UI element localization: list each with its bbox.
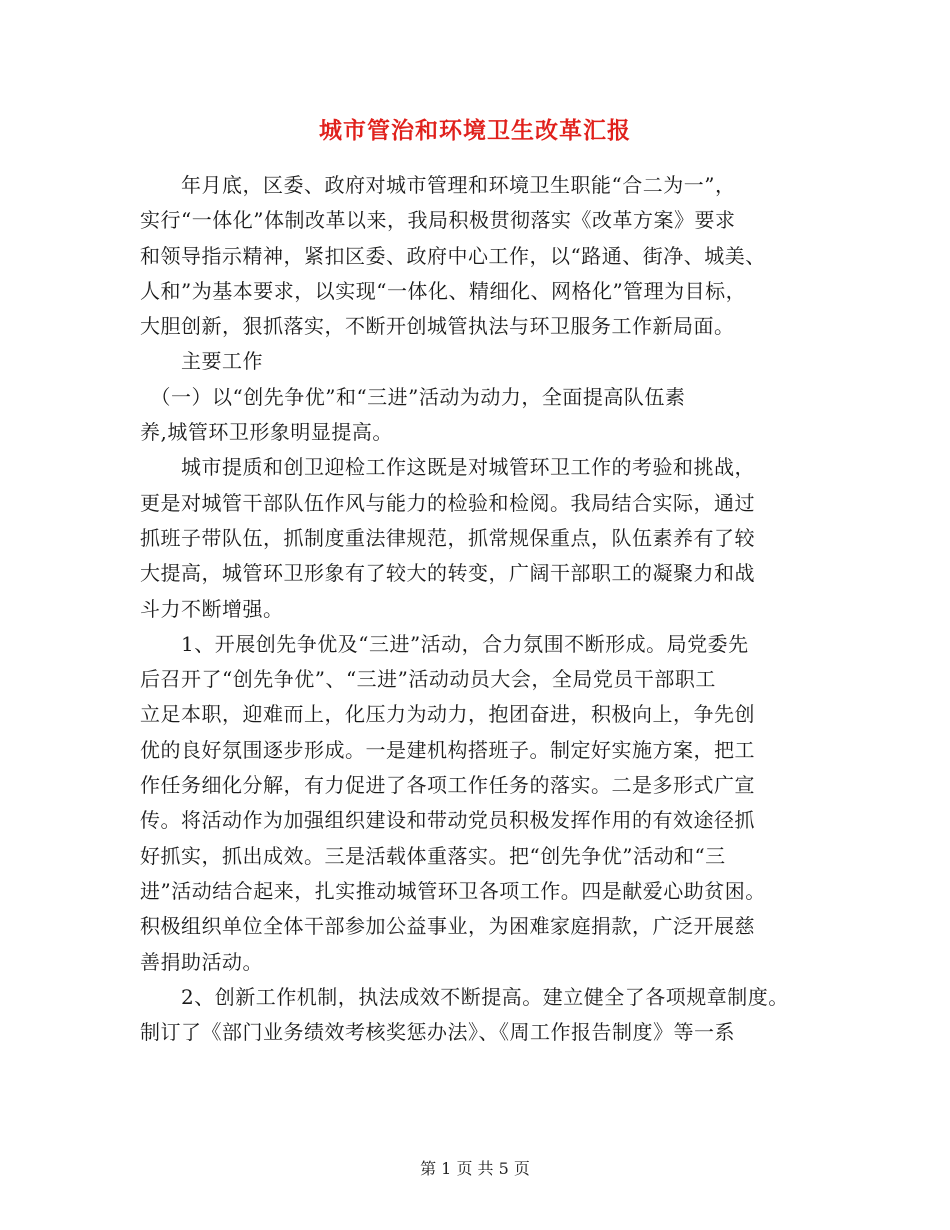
text-line: 年月底，区委、政府对城市管理和环境卫生职能“合二为一”， xyxy=(140,173,736,197)
page-footer: 第 1 页 共 5 页 xyxy=(420,1159,530,1178)
document-body xyxy=(140,168,840,1050)
text-line: 制订了《部门业务绩效考核奖惩办法》、《周工作报告制度》等一系 xyxy=(140,1020,735,1045)
text-line: 积极组织单位全体干部参加公益事业，为困难家庭捐款，广泛开展慈 xyxy=(140,914,755,939)
text-line: 斗力不断增强。 xyxy=(140,596,284,621)
text-line: 后召开了“创先争优”、“三进”活动动员大会，全局党员干部职工 xyxy=(140,667,716,692)
text-line: 实行“一体化”体制改革以来，我局积极贯彻落实《改革方案》要求 xyxy=(140,208,736,233)
text-line: 进”活动结合起来，扎实推动城管环卫各项工作。四是献爱心助贫困。 xyxy=(140,878,766,903)
text-line: 更是对城管干部队伍作风与能力的检验和检阅。我局结合实际，通过 xyxy=(140,490,755,515)
text-line: 抓班子带队伍，抓制度重法律规范，抓常规保重点，队伍素养有了较 xyxy=(140,525,755,550)
text-line: 养,城管环卫形象明显提高。 xyxy=(140,420,393,445)
document-title: 城市管治和环境卫生改革汇报 xyxy=(319,117,631,144)
text-line: 立足本职，迎难而上，化压力为动力，抱团奋进，积极向上，争先创 xyxy=(140,702,755,727)
text-line: 传。将活动作为加强组织建设和带动党员积极发挥作用的有效途径抓 xyxy=(140,808,755,833)
text-line: 好抓实，抓出成效。三是活载体重落实。把“创先争优”活动和“三 xyxy=(140,843,726,868)
text-line: 善捐助活动。 xyxy=(140,949,263,974)
text-line: 优的良好氛围逐步形成。一是建机构搭班子。制定好实施方案，把工 xyxy=(140,737,755,762)
text-line: 和领导指示精神，紧扣区委、政府中心工作，以“路通、街净、城美、 xyxy=(140,243,766,268)
text-line: （一）以“创先争优”和“三进”活动为动力，全面提高队伍素 xyxy=(140,384,686,409)
text-line: 人和”为基本要求，以实现“一体化、精细化、网格化”管理为目标， xyxy=(140,278,747,303)
text-line: 主要工作 xyxy=(140,349,263,374)
text-line: 作任务细化分解，有力促进了各项工作任务的落实。二是多形式广宣 xyxy=(140,773,755,798)
text-line: 大提高，城管环卫形象有了较大的转变，广阔干部职工的凝聚力和战 xyxy=(140,561,755,586)
text-line: 大胆创新，狠抓落实，不断开创城管执法与环卫服务工作新局面。 xyxy=(140,314,735,339)
text-line: 1、开展创先争优及“三进”活动，合力氛围不断形成。局党委先 xyxy=(140,631,749,656)
text-line: 2、创新工作机制，执法成效不断提高。建立健全了各项规章制度。 xyxy=(140,984,789,1009)
text-line: 城市提质和创卫迎检工作这既是对城管环卫工作的考验和挑战， xyxy=(140,455,755,480)
